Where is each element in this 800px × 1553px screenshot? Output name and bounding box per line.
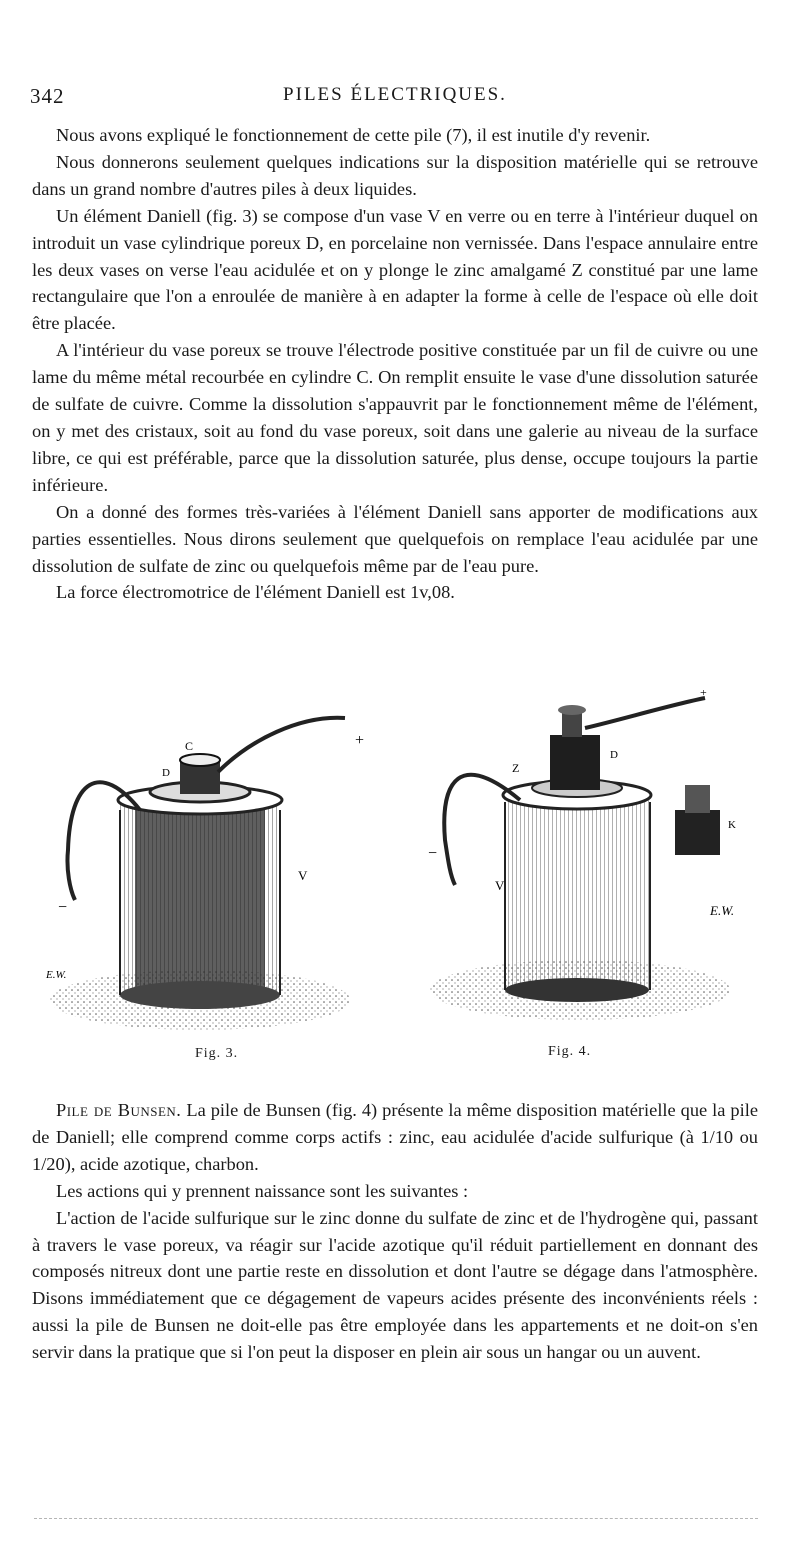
paragraph: L'action de l'acide sulfurique sur le zinc donne du sulfate de zinc et de l'hydrogène qui, passant à travers le vase poreux, va réagir sur l'acide azotique qu'il réduit partiellement en donnant des composés nitreux dont une partie reste en dissolution et dont l'autre se dégage dans l'atmosphère. Disons immédiatement que ce dégagement de vapeurs acides présente des inconvénients réels : aussi la pile de Bunsen ne doit-elle pas être employée dans les appartements et ne doit-on s'en servir dans la pratique que si l'on peut la disposer en plein air sous un hangar ou un auvent. <box>32 1207 758 1363</box>
text-block-top <box>32 122 758 606</box>
footer-rule <box>34 1518 758 1519</box>
engraver-signature: E.W. <box>46 969 67 981</box>
label-c: C <box>185 739 194 753</box>
label-v: V <box>495 878 505 893</box>
daniell-cell-illustration <box>40 700 380 1040</box>
label-plus: + <box>700 690 707 699</box>
figure-daniell-cell <box>40 700 380 1080</box>
paragraph: Un élément Daniell (fig. 3) se compose d'un vase V en verre ou en terre à l'intérieur duquel on introduit un vase cylindrique poreux D, en porcelaine non vernissée. Dans l'espace annulaire entre les deux vases on verse l'eau acidulée et on y plonge le zinc amalgamé Z constitué par une lame rectangulaire que l'on a enroulée de manière à en adapter la forme à celle de l'espace où elle doit être placée. <box>32 205 758 334</box>
figure-caption: Fig. 4. <box>548 1044 592 1059</box>
label-d: D <box>610 749 618 761</box>
paragraph: A l'intérieur du vase poreux se trouve l'électrode positive constituée par un fil de cuivre ou une lame du même métal recourbée en cylindre C. On remplit ensuite le vase d'une dissolution saturée de sulfate de cuivre. Comme la dissolution s'appauvrit par le fonctionnement même de l'élément, on y met des cristaux, soit au fond du vase poreux, soit dans une galerie au niveau de la surface libre, ce qui est préférable, parce que la dissolution saturée, plus dense, occupe toujours la partie inférieure. <box>32 340 758 495</box>
paragraph: On a donné des formes très-variées à l'élément Daniell sans apporter de modifications aux parties essentielles. Nous dirons seulement que quelquefois on remplace l'eau acidulée par une dissolution de sulfate de zinc ou quelquefois même par de l'eau pure. <box>32 501 758 576</box>
label-z: Z <box>512 761 520 775</box>
paragraph-text: La pile de Bunsen (fig. 4) présente la même disposition matérielle que la pile de Daniell; elle comprend comme corps actifs : zinc, eau acidulée d'acide sulfurique (à 1/10 ou 1/20), acide azotique, charbon. <box>32 1100 758 1174</box>
figure-bunsen-cell <box>420 690 780 1080</box>
page-header <box>30 84 760 114</box>
label-minus: − <box>58 899 68 916</box>
paragraph <box>32 1097 758 1178</box>
label-v: V <box>298 868 308 883</box>
paragraph: Les actions qui y prennent naissance sont les suivantes : <box>56 1180 469 1201</box>
section-heading: Pile de Bunsen. <box>56 1100 182 1120</box>
label-d: D <box>162 767 170 779</box>
label-k: K <box>728 819 736 831</box>
label-minus: − <box>428 845 438 862</box>
running-title: PILES ÉLECTRIQUES. <box>283 84 507 105</box>
text-block-bunsen <box>32 1097 758 1366</box>
paragraph: Nous avons expliqué le fonctionnement de cette pile (7), il est inutile d'y revenir. <box>56 125 651 145</box>
figure-caption: Fig. 3. <box>195 1046 239 1061</box>
paragraph: La force électromotrice de l'élément Daniell est 1v,08. <box>56 582 455 603</box>
label-plus: + <box>355 732 365 749</box>
engraver-signature: E.W. <box>710 903 735 918</box>
paragraph: Nous donnerons seulement quelques indications sur la disposition matérielle qui se retrouve dans un grand nombre d'autres piles à deux liquides. <box>32 151 758 199</box>
bunsen-cell-illustration <box>420 690 780 1040</box>
page-number: 342 <box>30 84 65 108</box>
